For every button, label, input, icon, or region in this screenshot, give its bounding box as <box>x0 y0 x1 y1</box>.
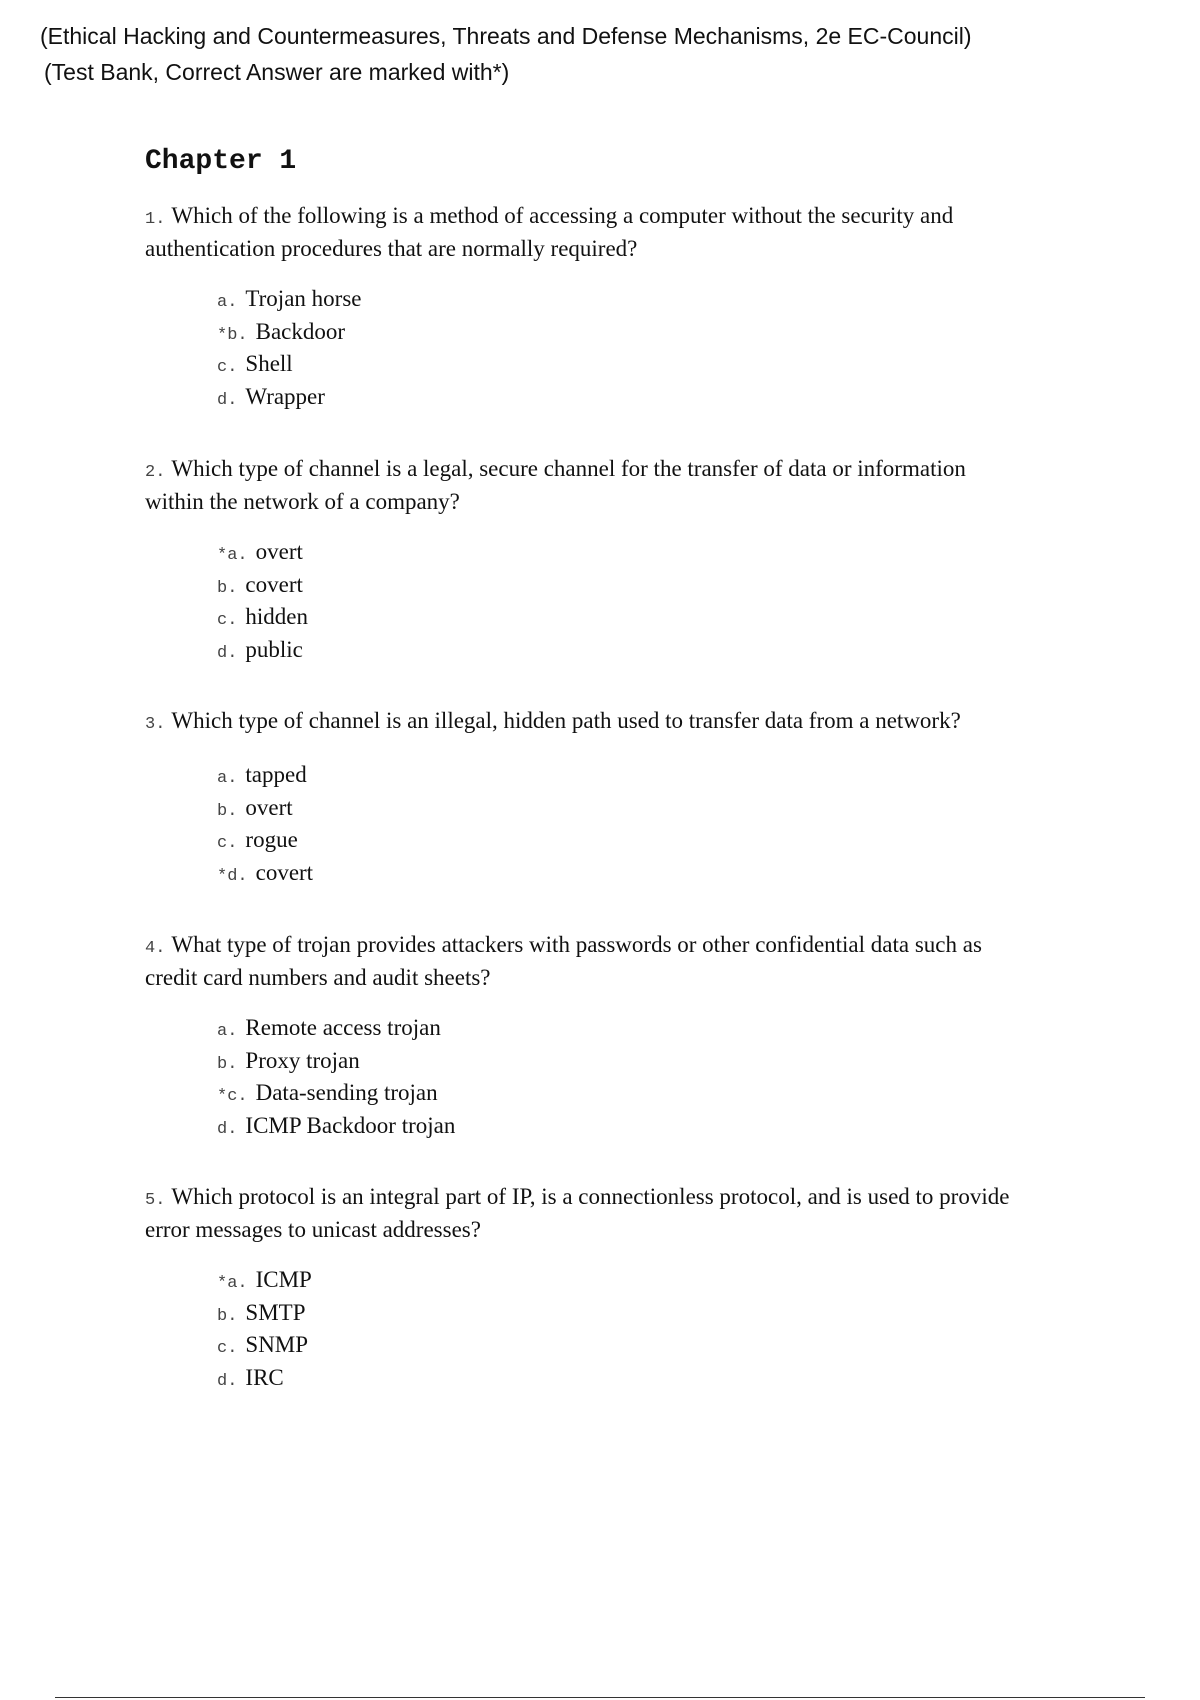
option-letter: d. <box>217 1119 238 1139</box>
option-text: Trojan horse <box>245 286 362 311</box>
header-title: (Ethical Hacking and Countermeasures, Threats and Defense Mechanisms, 2e EC-Council) <box>40 23 972 49</box>
option-text: overt <box>245 794 293 820</box>
answer-options <box>145 285 1025 415</box>
answer-option <box>217 1364 1025 1397</box>
option-letter: c. <box>217 611 238 630</box>
question-5 <box>145 1182 1025 1396</box>
option-letter: a. <box>217 769 238 788</box>
question-number: 1. <box>145 210 166 229</box>
answer-options <box>145 1014 1025 1144</box>
answer-option <box>217 1014 1025 1047</box>
footer-divider <box>55 1697 1145 1698</box>
answer-option-correct <box>217 538 1025 571</box>
option-letter: a. <box>217 293 238 312</box>
answer-options <box>145 761 1025 891</box>
answer-option <box>217 1331 1025 1364</box>
option-letter: *b. <box>217 325 248 345</box>
answer-option <box>217 383 1025 416</box>
question-number: 3. <box>145 715 166 734</box>
option-letter: d. <box>217 643 238 663</box>
answer-option <box>217 350 1025 383</box>
question-1 <box>145 201 1025 415</box>
answer-option-correct <box>217 1079 1025 1112</box>
answer-options <box>145 1266 1025 1396</box>
option-text: covert <box>255 859 314 885</box>
option-text: covert <box>245 571 303 597</box>
question-stem: Which type of channel is an illegal, hidden path used to transfer data from a network? <box>171 708 961 733</box>
option-letter: b. <box>217 1306 238 1326</box>
option-letter: b. <box>217 578 238 598</box>
question-text <box>145 930 1025 992</box>
option-text: hidden <box>245 604 309 629</box>
option-text: rogue <box>245 827 298 852</box>
option-text: public <box>245 636 303 662</box>
option-letter: c. <box>217 358 238 377</box>
option-text: IRC <box>245 1364 284 1390</box>
answer-option-correct <box>217 1266 1025 1299</box>
question-text <box>145 706 1025 739</box>
answer-option <box>217 761 1025 794</box>
option-text: SNMP <box>245 1332 309 1357</box>
option-letter: d. <box>217 1371 238 1391</box>
question-stem: Which of the following is a method of accessing a computer without the security and authentication procedures that are normally required? <box>145 203 954 261</box>
option-text: SMTP <box>245 1299 306 1325</box>
question-stem: Which protocol is an integral part of IP, is a connectionless protocol, and is used to provide error messages to unicast addresses? <box>145 1184 1010 1242</box>
option-text: Shell <box>245 351 293 376</box>
question-text <box>145 1182 1025 1244</box>
question-3 <box>145 706 1025 891</box>
option-text: Remote access trojan <box>245 1015 441 1040</box>
answer-option <box>217 285 1025 318</box>
question-stem: Which type of channel is a legal, secure channel for the transfer of data or information within the network of a company? <box>145 456 966 514</box>
answer-option-correct <box>217 859 1025 892</box>
answer-option <box>217 571 1025 604</box>
option-letter: *c. <box>217 1087 248 1106</box>
answer-option <box>217 1112 1025 1145</box>
option-text: Backdoor <box>255 318 346 344</box>
question-number: 2. <box>145 463 166 482</box>
option-letter: c. <box>217 834 238 853</box>
answer-option <box>217 636 1025 669</box>
question-number: 4. <box>145 939 166 958</box>
option-letter: c. <box>217 1339 238 1358</box>
document-header <box>40 18 972 90</box>
option-text: Proxy trojan <box>245 1047 360 1073</box>
option-text: ICMP <box>255 1267 312 1292</box>
option-text: overt <box>255 539 303 564</box>
question-2 <box>145 454 1025 668</box>
chapter-title: Chapter 1 <box>145 146 297 177</box>
option-letter: d. <box>217 390 238 410</box>
question-number: 5. <box>145 1191 166 1210</box>
option-text: Wrapper <box>245 383 325 409</box>
option-letter: b. <box>217 1054 238 1074</box>
option-text: Data-sending trojan <box>255 1080 438 1105</box>
answer-option <box>217 826 1025 859</box>
option-letter: *d. <box>217 866 248 886</box>
answer-option <box>217 603 1025 636</box>
question-stem: What type of trojan provides attackers with passwords or other confidential data such as credit card numbers and audit sheets? <box>145 932 982 990</box>
question-4 <box>145 930 1025 1144</box>
option-letter: b. <box>217 801 238 821</box>
question-text <box>145 201 1025 263</box>
answer-options <box>145 538 1025 668</box>
answer-option <box>217 1047 1025 1080</box>
option-text: tapped <box>245 762 307 787</box>
option-text: ICMP Backdoor trojan <box>245 1112 456 1138</box>
header-subtitle: (Test Bank, Correct Answer are marked with*) <box>44 59 510 85</box>
option-letter: *a. <box>217 546 248 565</box>
answer-option-correct <box>217 318 1025 351</box>
answer-option <box>217 1299 1025 1332</box>
option-letter: a. <box>217 1022 238 1041</box>
answer-option <box>217 794 1025 827</box>
question-text <box>145 454 1025 516</box>
option-letter: *a. <box>217 1274 248 1293</box>
